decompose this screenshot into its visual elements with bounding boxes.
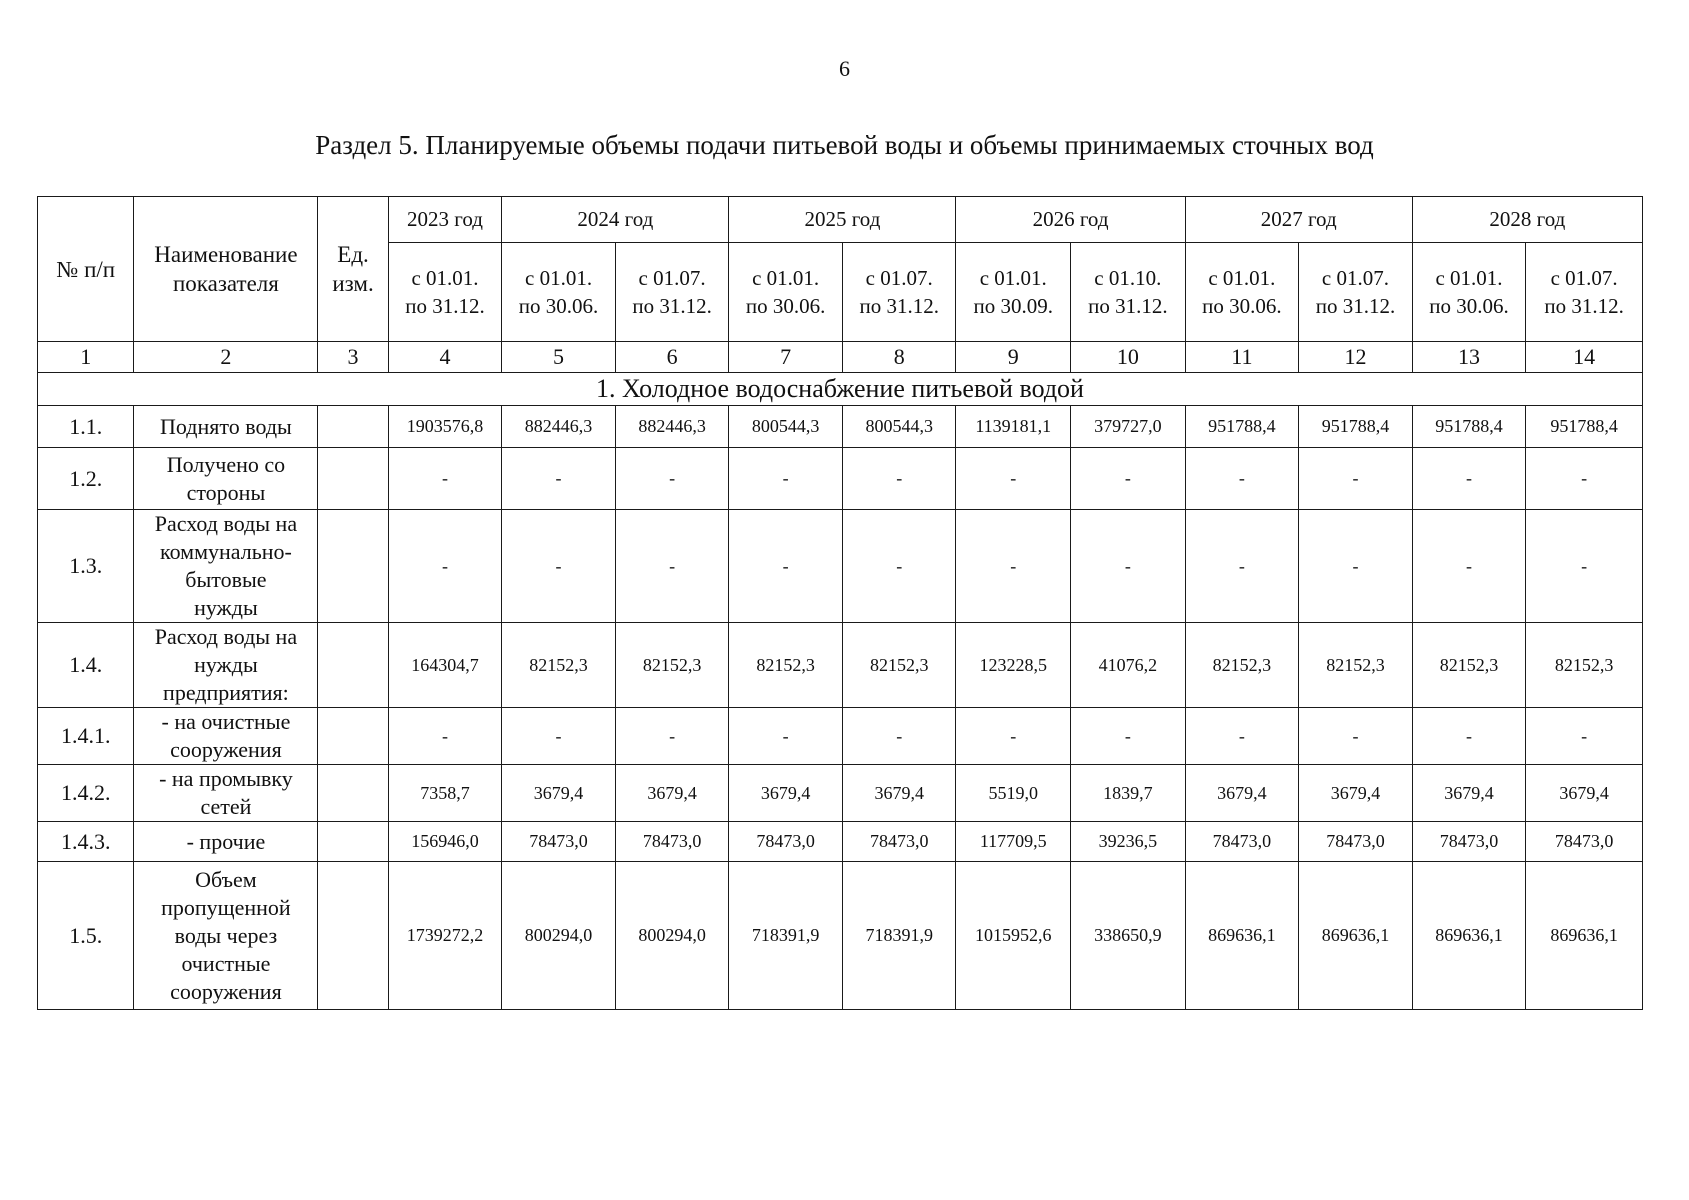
value-cell: - <box>1071 510 1186 623</box>
value-cell: 78473,0 <box>1412 822 1526 862</box>
value-cell: - <box>1299 510 1413 623</box>
value-cell: 3679,4 <box>502 765 616 822</box>
value-cell: 78473,0 <box>502 822 616 862</box>
value-cell: - <box>842 708 956 765</box>
row-name-line: сооружения <box>170 737 282 762</box>
header-period-line: по 30.06. <box>1202 294 1282 318</box>
value-cell: - <box>956 708 1071 765</box>
value-cell: - <box>1526 448 1643 510</box>
value-cell: - <box>729 448 843 510</box>
value-cell: - <box>842 510 956 623</box>
value-cell: 123228,5 <box>956 623 1071 708</box>
header-year: 2026 год <box>956 197 1185 243</box>
table-row <box>38 448 1643 510</box>
header-period <box>1412 243 1526 342</box>
row-unit <box>318 862 388 1010</box>
value-cell: 1015952,6 <box>956 862 1071 1010</box>
column-number: 14 <box>1526 342 1643 373</box>
value-cell: - <box>1412 708 1526 765</box>
header-period-line: с 01.01. <box>1208 266 1276 290</box>
table-row <box>38 708 1643 765</box>
value-cell: 78473,0 <box>729 822 843 862</box>
row-code: 1.4. <box>38 623 134 708</box>
value-cell: 82152,3 <box>842 623 956 708</box>
header-name: Наименование показателя <box>134 197 318 342</box>
header-period-line: по 30.06. <box>518 294 599 318</box>
value-cell: 800294,0 <box>502 862 616 1010</box>
value-cell: 78473,0 <box>1526 822 1643 862</box>
value-cell: - <box>1412 448 1526 510</box>
value-cell: - <box>1526 708 1643 765</box>
value-cell: - <box>729 510 843 623</box>
value-cell: 3679,4 <box>1412 765 1526 822</box>
value-cell: 7358,7 <box>388 765 502 822</box>
value-cell: - <box>1185 708 1299 765</box>
value-cell: 1903576,8 <box>388 406 502 448</box>
header-period-line: с 01.01. <box>979 266 1047 290</box>
section-title: Раздел 5. Планируемые объемы подачи питьевой воды и объемы принимаемых сточных вод <box>315 130 1374 160</box>
header-period-line: по 30.06. <box>745 294 826 318</box>
header-period-line: с 01.01. <box>752 266 820 290</box>
value-cell: - <box>956 510 1071 623</box>
row-name <box>134 862 318 1010</box>
value-cell: 1839,7 <box>1071 765 1186 822</box>
value-cell: 82152,3 <box>1185 623 1299 708</box>
column-number: 12 <box>1299 342 1413 373</box>
column-number: 13 <box>1412 342 1526 373</box>
row-name-line: стороны <box>186 479 266 505</box>
header-period-line: с 01.07. <box>865 266 933 290</box>
row-name-line: Получено со <box>166 451 286 477</box>
value-cell: 82152,3 <box>729 623 843 708</box>
value-cell: - <box>729 708 843 765</box>
row-code: 1.5. <box>38 862 134 1010</box>
header-row-years <box>38 197 1643 243</box>
row-unit <box>318 822 388 862</box>
header-year: 2028 год <box>1412 197 1642 243</box>
header-period-line: с 01.07. <box>638 266 706 290</box>
row-name-line: воды через <box>174 922 278 948</box>
header-period <box>1526 243 1643 342</box>
value-cell: - <box>502 708 616 765</box>
header-period-line: с 01.07. <box>1321 266 1389 290</box>
value-cell: 869636,1 <box>1185 862 1299 1010</box>
row-code: 1.1. <box>38 406 134 448</box>
header-period-line: с 01.10. <box>1094 266 1162 290</box>
row-name-line: нужды <box>194 595 258 620</box>
row-name <box>134 765 318 822</box>
value-cell: 82152,3 <box>615 623 729 708</box>
value-cell: - <box>502 510 616 623</box>
value-cell: - <box>388 510 502 623</box>
value-cell: 5519,0 <box>956 765 1071 822</box>
row-name-line: сооружения <box>170 978 282 1004</box>
table-row <box>38 765 1643 822</box>
header-period <box>388 243 502 342</box>
row-unit <box>318 765 388 822</box>
value-cell: 951788,4 <box>1299 406 1413 448</box>
value-cell: 1139181,1 <box>956 406 1071 448</box>
value-cell: 78473,0 <box>615 822 729 862</box>
row-name-line: коммунально- <box>160 539 292 564</box>
row-name <box>134 406 318 448</box>
value-cell: 82152,3 <box>1299 623 1413 708</box>
volumes-table <box>37 196 1643 1010</box>
table-row <box>38 822 1643 862</box>
row-name-line: сетей <box>200 794 252 819</box>
value-cell: 951788,4 <box>1185 406 1299 448</box>
header-period <box>1185 243 1299 342</box>
row-unit <box>318 623 388 708</box>
value-cell: - <box>615 448 729 510</box>
value-cell: 800544,3 <box>729 406 843 448</box>
row-unit <box>318 406 388 448</box>
value-cell: 951788,4 <box>1412 406 1526 448</box>
row-unit <box>318 510 388 623</box>
value-cell: 78473,0 <box>842 822 956 862</box>
column-number: 4 <box>388 342 502 373</box>
row-name-line: пропущенной <box>161 894 291 920</box>
value-cell: - <box>388 448 502 510</box>
value-cell: - <box>1185 510 1299 623</box>
value-cell: 951788,4 <box>1526 406 1643 448</box>
section-heading: 1. Холодное водоснабжение питьевой водой <box>38 373 1643 406</box>
row-name <box>134 448 318 510</box>
header-period-line: с 01.01. <box>525 266 593 290</box>
header-period-line: по 31.12. <box>1315 294 1396 318</box>
value-cell: 718391,9 <box>729 862 843 1010</box>
column-number-row <box>38 342 1643 373</box>
header-period-line: с 01.01. <box>411 266 479 290</box>
value-cell: 718391,9 <box>842 862 956 1010</box>
header-period-line: по 30.06. <box>1429 294 1509 318</box>
value-cell: - <box>956 448 1071 510</box>
table-row <box>38 623 1643 708</box>
row-code: 1.4.3. <box>38 822 134 862</box>
header-period-line: по 30.09. <box>973 294 1054 318</box>
header-period-line: по 31.12. <box>1544 294 1624 318</box>
header-period <box>956 243 1071 342</box>
value-cell: - <box>1526 510 1643 623</box>
value-cell: 800294,0 <box>615 862 729 1010</box>
value-cell: - <box>615 708 729 765</box>
value-cell: 164304,7 <box>388 623 502 708</box>
row-code: 1.2. <box>38 448 134 510</box>
table-row <box>38 406 1643 448</box>
value-cell: 39236,5 <box>1071 822 1186 862</box>
row-name-line: - прочие <box>186 828 266 854</box>
value-cell: - <box>1299 708 1413 765</box>
value-cell: - <box>388 708 502 765</box>
value-cell: 338650,9 <box>1071 862 1186 1010</box>
header-period-line: по 31.12. <box>1088 294 1168 318</box>
value-cell: - <box>1299 448 1413 510</box>
header-period <box>615 243 729 342</box>
column-number: 7 <box>729 342 843 373</box>
value-cell: 882446,3 <box>615 406 729 448</box>
header-period-line: с 01.01. <box>1435 266 1503 290</box>
row-name <box>134 510 318 623</box>
header-period <box>1071 243 1186 342</box>
value-cell: - <box>1412 510 1526 623</box>
row-name-line: Поднято воды <box>160 413 292 439</box>
value-cell: 3679,4 <box>842 765 956 822</box>
row-name <box>134 623 318 708</box>
column-number: 5 <box>502 342 616 373</box>
column-number: 9 <box>956 342 1071 373</box>
value-cell: 3679,4 <box>1299 765 1413 822</box>
value-cell: - <box>1071 448 1186 510</box>
value-cell: 117709,5 <box>956 822 1071 862</box>
row-name-line: Объем <box>195 866 257 892</box>
header-period <box>729 243 843 342</box>
row-name-line: Расход воды на <box>154 624 298 649</box>
header-unit: Ед. изм. <box>318 197 388 342</box>
row-name-line: предприятия: <box>163 680 289 705</box>
header-period-line: по 31.12. <box>632 294 712 318</box>
header-year: 2024 год <box>502 197 729 243</box>
row-unit <box>318 448 388 510</box>
header-period <box>842 243 956 342</box>
value-cell: - <box>615 510 729 623</box>
header-period <box>502 243 616 342</box>
value-cell: 869636,1 <box>1412 862 1526 1010</box>
value-cell: 156946,0 <box>388 822 502 862</box>
column-number: 3 <box>318 342 388 373</box>
row-unit <box>318 708 388 765</box>
column-number: 1 <box>38 342 134 373</box>
value-cell: 869636,1 <box>1526 862 1643 1010</box>
table-row <box>38 510 1643 623</box>
row-name <box>134 822 318 862</box>
value-cell: - <box>842 448 956 510</box>
header-period-line: по 31.12. <box>859 294 939 318</box>
value-cell: 379727,0 <box>1071 406 1186 448</box>
value-cell: 3679,4 <box>615 765 729 822</box>
value-cell: 41076,2 <box>1071 623 1186 708</box>
header-year: 2025 год <box>729 197 956 243</box>
value-cell: 1739272,2 <box>388 862 502 1010</box>
value-cell: 3679,4 <box>1526 765 1643 822</box>
column-number: 8 <box>842 342 956 373</box>
value-cell: 82152,3 <box>1412 623 1526 708</box>
header-period-line: по 31.12. <box>405 294 485 318</box>
header-period <box>1299 243 1413 342</box>
row-name <box>134 708 318 765</box>
section-row <box>38 373 1643 406</box>
column-number: 6 <box>615 342 729 373</box>
row-code: 1.4.2. <box>38 765 134 822</box>
header-num: № п/п <box>38 197 134 342</box>
value-cell: 82152,3 <box>1526 623 1643 708</box>
row-name-line: - на очистные <box>161 709 291 734</box>
page-number: 6 <box>839 56 850 81</box>
value-cell: 82152,3 <box>502 623 616 708</box>
value-cell: - <box>502 448 616 510</box>
table-row <box>38 862 1643 1010</box>
value-cell: 882446,3 <box>502 406 616 448</box>
column-number: 11 <box>1185 342 1299 373</box>
column-number: 2 <box>134 342 318 373</box>
row-name-line: нужды <box>194 652 258 677</box>
value-cell: 78473,0 <box>1299 822 1413 862</box>
value-cell: - <box>1071 708 1186 765</box>
row-name-line: бытовые <box>185 567 267 592</box>
value-cell: 3679,4 <box>1185 765 1299 822</box>
row-name-line: очистные <box>181 950 271 976</box>
header-period-line: с 01.07. <box>1550 266 1618 290</box>
value-cell: - <box>1185 448 1299 510</box>
column-number: 10 <box>1071 342 1186 373</box>
value-cell: 800544,3 <box>842 406 956 448</box>
row-code: 1.4.1. <box>38 708 134 765</box>
row-name-line: - на промывку <box>159 766 293 791</box>
value-cell: 3679,4 <box>729 765 843 822</box>
header-year: 2023 год <box>388 197 502 243</box>
row-code: 1.3. <box>38 510 134 623</box>
value-cell: 78473,0 <box>1185 822 1299 862</box>
value-cell: 869636,1 <box>1299 862 1413 1010</box>
row-name-line: Расход воды на <box>154 511 298 536</box>
header-year: 2027 год <box>1185 197 1412 243</box>
